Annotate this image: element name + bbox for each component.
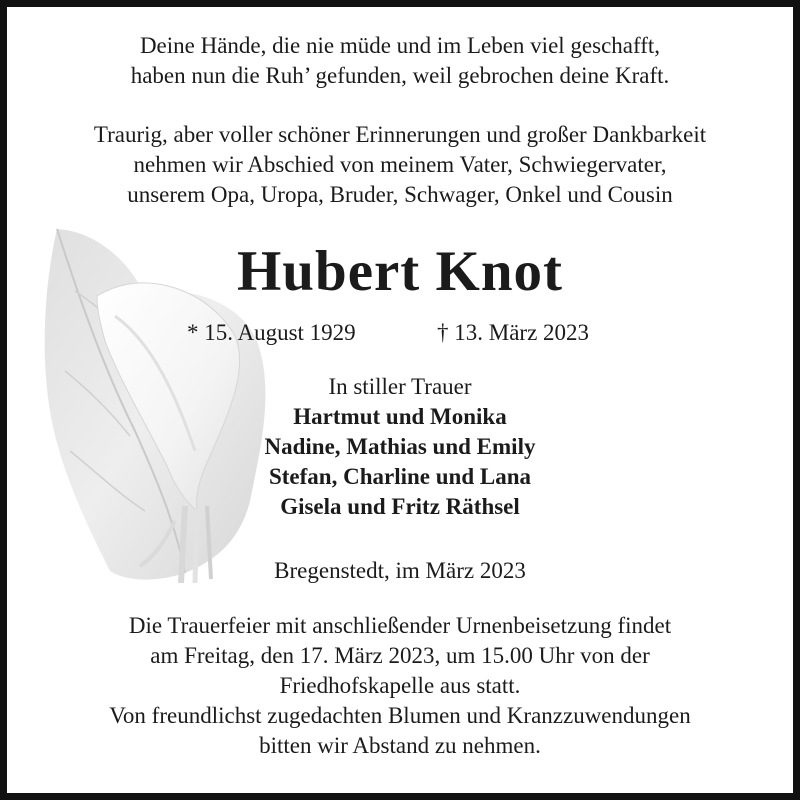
funeral-service-info (7, 611, 793, 761)
deceased-name: Hubert Knot (236, 240, 564, 303)
intro-line: Traurig, aber voller schöner Erinnerungen und großer Dankbarkeit (93, 122, 707, 147)
service-line: Von freundlichst zugedachten Blumen und Kranzzuwendungen (109, 703, 691, 728)
birth-date: * 15. August 1929 (187, 320, 356, 345)
service-line: Friedhofskapelle aus statt. (279, 673, 521, 698)
mourners-list (7, 372, 793, 522)
intro-line: nehmen wir Abschied von meinem Vater, Schwiegervater, (133, 152, 667, 177)
service-line: bitten wir Abstand zu nehmen. (259, 733, 541, 758)
mourner-family: Gisela und Fritz Räthsel (280, 494, 520, 519)
life-dates (7, 318, 793, 352)
mourner-family: Stefan, Charline und Lana (268, 464, 531, 489)
mourner-family: Hartmut und Monika (293, 404, 507, 429)
place-and-date: Bregenstedt, im März 2023 (274, 558, 526, 583)
service-line: am Freitag, den 17. März 2023, um 15.00 Uhr von der (150, 643, 650, 668)
service-line: Die Trauerfeier mit anschließender Urnenbeisetzung findet (128, 613, 672, 638)
verse-line: haben nun die Ruh’ gefunden, weil gebrochen deine Kraft. (130, 63, 670, 88)
mourning-heading: In stiller Trauer (328, 374, 472, 399)
memorial-verse (7, 31, 793, 91)
mourner-family: Nadine, Mathias und Emily (264, 434, 536, 459)
death-date: † 13. März 2023 (437, 320, 590, 345)
verse-line: Deine Hände, die nie müde und im Leben viel geschafft, (139, 33, 661, 58)
farewell-intro (7, 120, 793, 210)
intro-line: unserem Opa, Uropa, Bruder, Schwager, Onkel und Cousin (127, 182, 673, 207)
